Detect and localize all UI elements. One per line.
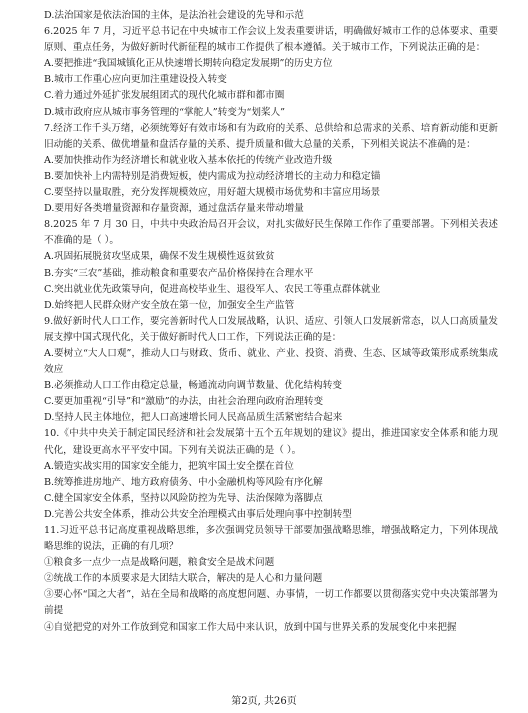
option-line: D.要用好各类增量资源和存量资源，通过盘活存量来带动增量 [44,203,304,215]
question-10-stem: 10.《中共中央关于制定国民经济和社会发展第十五个五年规划的建议》提出，推进国家安全体系和能力现代化，建设更高水平平安中国。下列有关说法正确的是（ ）。 [44,428,498,456]
option-line: D.法治国家是依法治国的主体，是法治社会建设的先导和示范 [44,10,304,21]
option-line: B.城市工作重心应向更加注重建设投入转变 [44,74,227,86]
option-line: A.巩固拓展脱贫攻坚成果，确保不发生规模性返贫致贫 [44,251,275,263]
statement-line: ①粮食多一点少一点是战略问题，粮食安全是战术问题 [44,557,275,569]
option-line: B.夯实“三农”基础，推动粮食和重要农产品价格保持在合理水平 [44,267,314,279]
question-9-stem: 9.做好新时代人口工作，要完善新时代人口发展战略，认识、适应、引领人口发展新常态，以人口高质量发展支撑中国式现代化，关于做好新时代人口工作，下列说法正确的是： [44,315,498,343]
option-line: D.坚持人民主体地位，把人口高速增长同人民高品质生活紧密结合起来 [44,412,343,424]
option-line: A.要把推进“我国城镇化正从快速增长期转向稳定发展期”的历史方位 [44,58,333,70]
option-line: C.要坚持以量取胜，充分发挥规模效应，用好超大规模市场优势和丰富应用场景 [44,187,381,199]
statement-line: ②统战工作的本质要求是大团结大联合，解决的是人心和力量问题 [44,573,323,585]
option-line: D.城市政府应从城市事务管理的“掌舵人”转变为“划桨人” [44,106,286,118]
option-line: D.始终把人民群众财产安全放在第一位，加强安全生产监管 [44,299,295,311]
option-line: B.必须推动人口工作由稳定总量，畅通流动向调节数量、优化结构转变 [44,380,342,392]
option-line: A.锻造实战实用的国家安全能力，把筑牢国土安全摆在首位 [44,460,294,472]
option-line: B.统筹推进房地产、地方政府债务、中小金融机构等风险有序化解 [44,476,323,488]
option-line: C.着力通过外延扩张发展组团式的现代化城市群和都市圈 [44,90,285,102]
option-line: B.要加快补上内需特别是消费短板，使内需成为拉动经济增长的主动力和稳定锚 [44,170,381,182]
question-7-stem: 7.经济工作千头万绪，必须统筹好有效市场和有为政府的关系、总供给和总需求的关系、培育新动能和更新旧动能的关系、做优增量和盘活存量的关系、提升质量和做大总量的关系，下列相关说法不准确的是： [44,122,498,150]
statement-line: ④自觉把党的对外工作放到党和国家工作大局中来认识，放到中国与世界关系的发展变化中来把握 [44,621,457,633]
option-line: A.要加快推动作为经济增长和就业收入基本依托的传统产业改造升级 [44,154,333,166]
question-6-stem: 6.2025 年 7 月，习近平总书记在中央城市工作会议上发表重要讲话，明确做好城市工作的总体要求、重要原则、重点任务，为做好新时代新征程的城市工作提供了根本遵循。关于城市工作，下列说法正确的是： [44,26,498,54]
question-8-stem: 8.2025 年 7 月 30 日，中共中央政治局召开会议，对扎实做好民生保障工作作了重要部署。下列相关表述不准确的是（ ）。 [44,219,498,247]
option-line: A.要树立“大人口观”，推动人口与财政、货币、就业、产业、投资、消费、生态、区域等政策形成系统集成效应 [44,347,498,376]
page-number: 第2页, 共26页 [231,696,297,707]
statement-line: ③要心怀“国之大者”，站在全局和战略的高度想问题、办事情，一切工作都要以贯彻落实党中央决策部署为前提 [44,589,498,617]
option-line: C.要更加重视“引导”和“激励”的办法，由社会治理向政府治理转变 [44,396,324,408]
option-line: D.完善公共安全体系，推动公共安全治理模式由事后处理向事中控制转型 [44,508,352,520]
question-11-stem: 11.习近平总书记高度重视战略思维，多次强调党员领导干部要加强战略思维，增强战略定力，下列体现战略思维的说法，正确的有几项？ [44,525,498,553]
option-line: C.突出就业优先政策导向，促进高校毕业生、退役军人、农民工等重点群体就业 [44,283,381,295]
option-line: C.健全国家安全体系，坚持以风险防控为先导、法治保障为落脚点 [44,492,323,504]
question-content [44,8,498,636]
